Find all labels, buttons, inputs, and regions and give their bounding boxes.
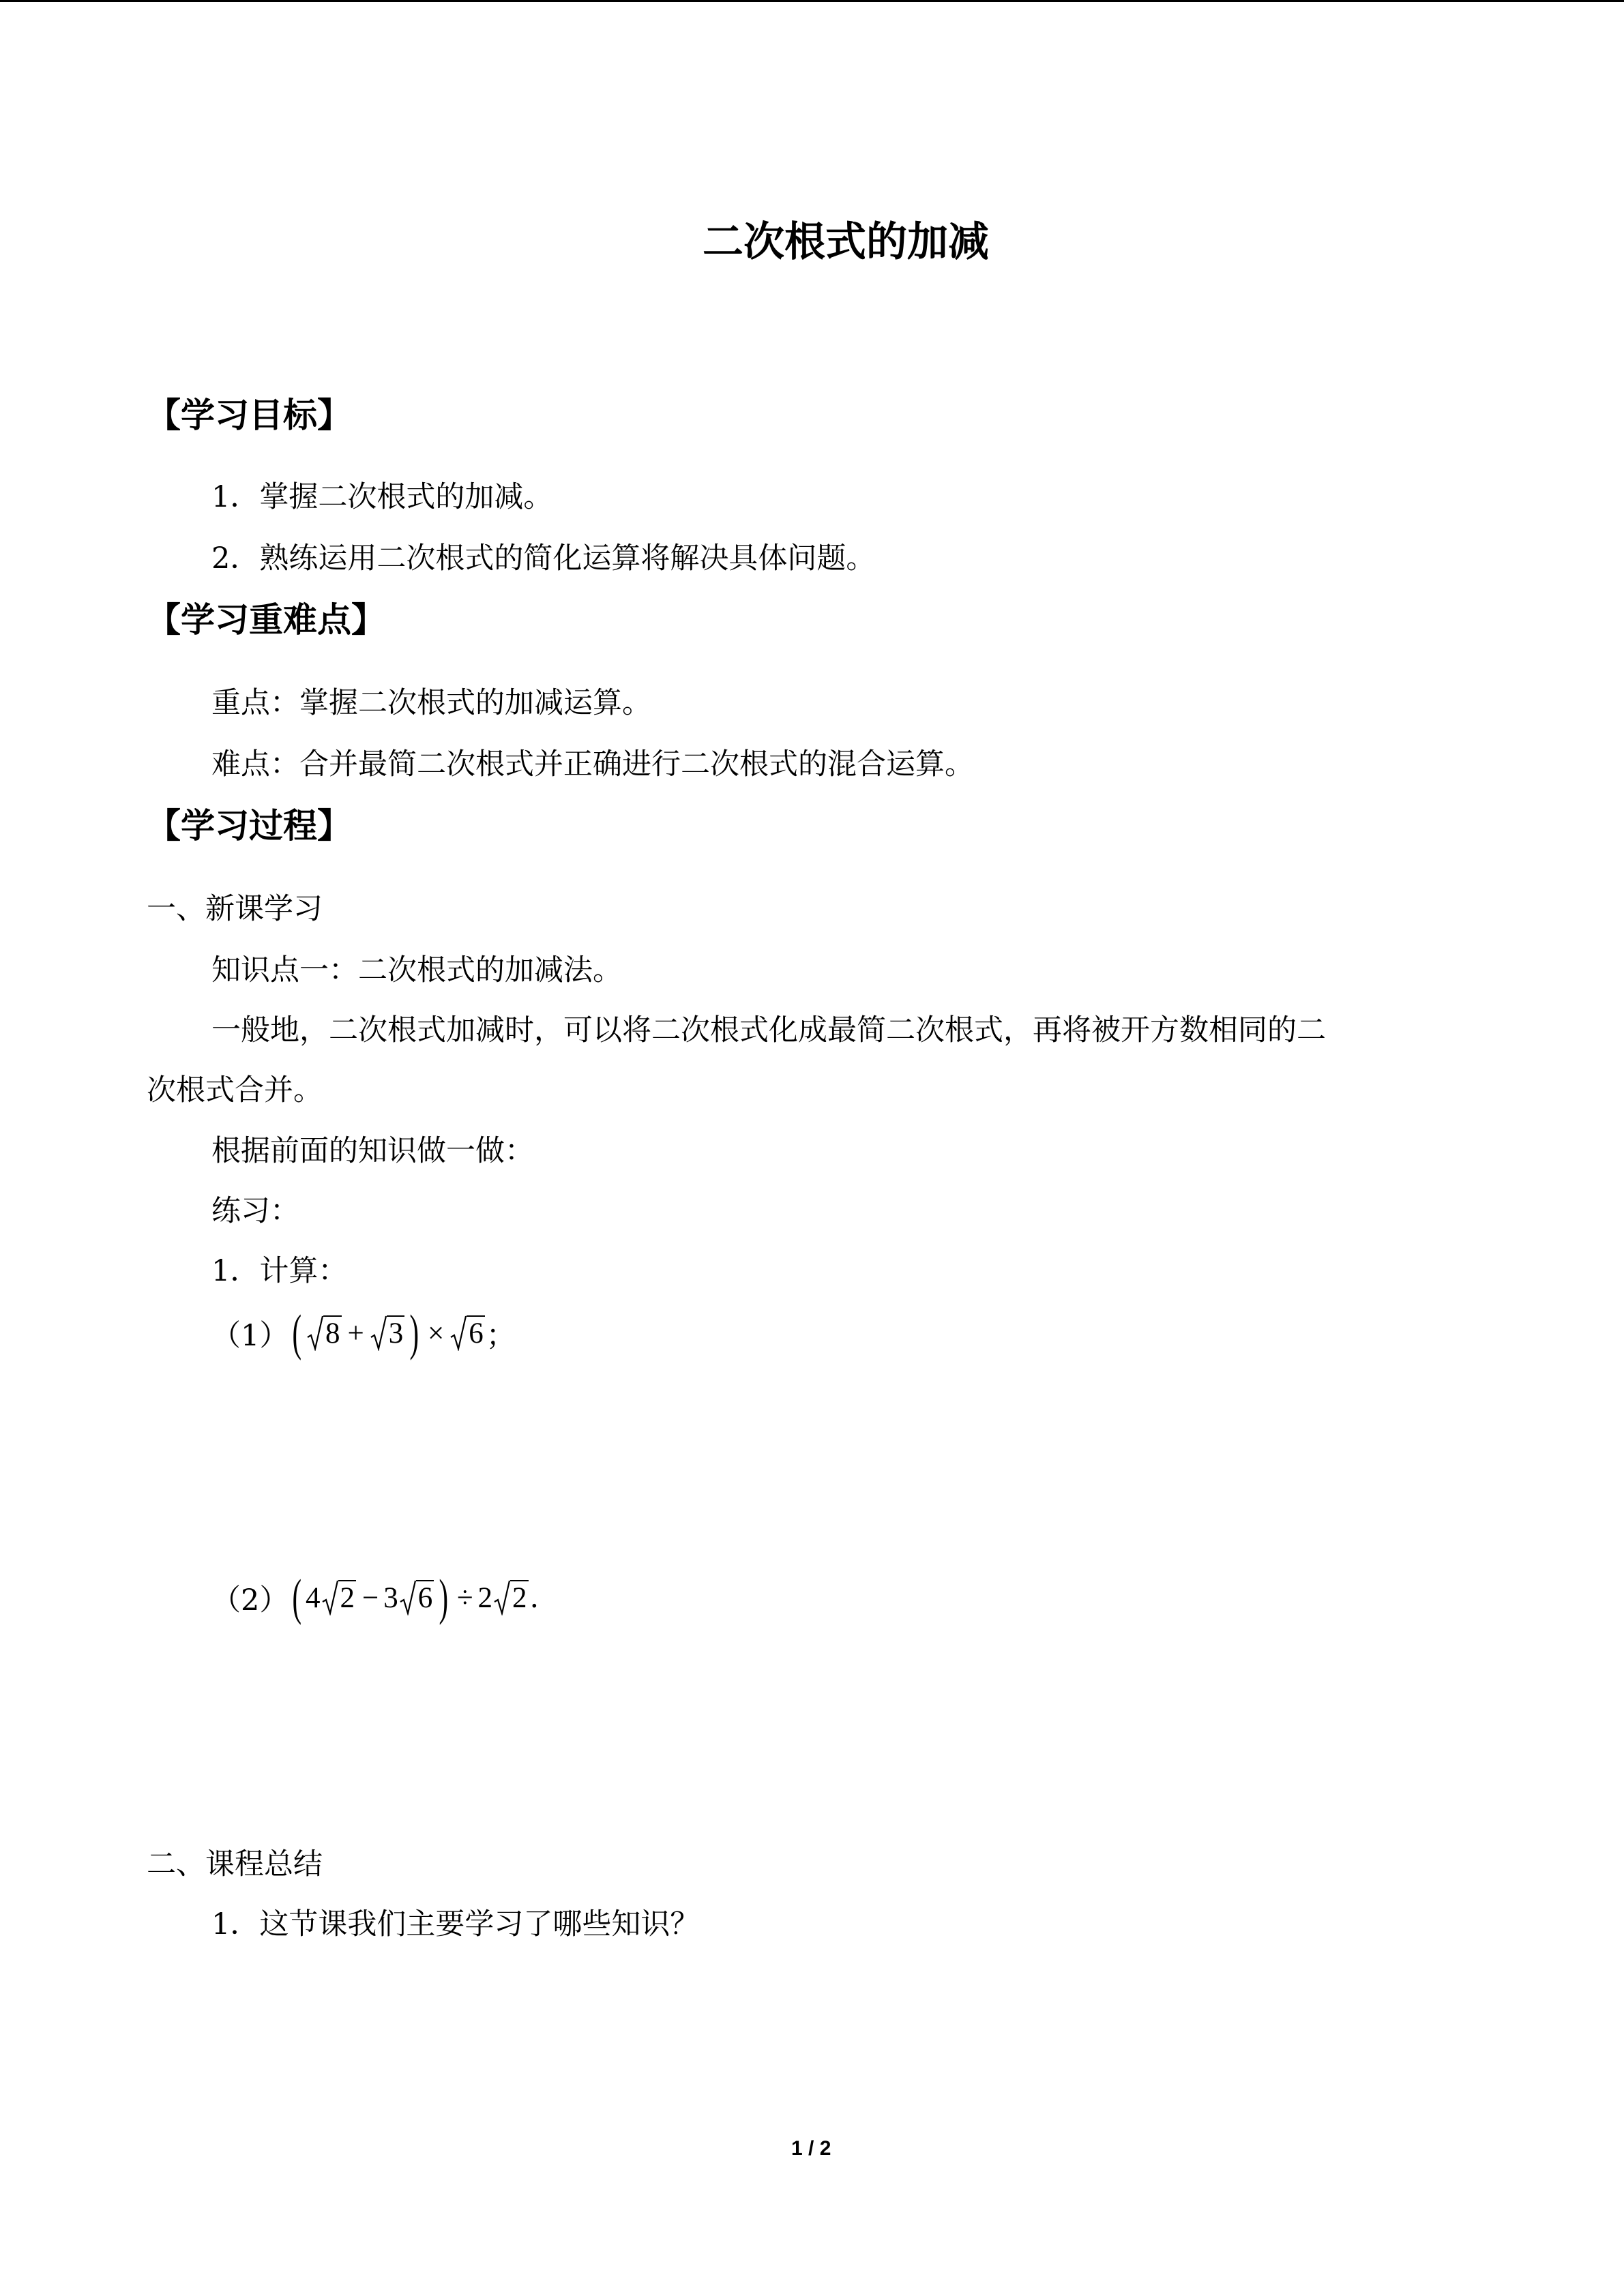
part2-heading: 二、课程总结 [147,1847,323,1881]
page-title: 二次根式的加减 [703,218,989,266]
sqrt-6 [450,1315,485,1351]
radical-sign-icon [322,1580,338,1615]
exercise-1-end: ； [486,1318,516,1353]
coefficient: 3 [383,1581,398,1614]
plus-operator: + [347,1317,364,1350]
left-paren: ( [292,1570,302,1626]
knowledge-point: 知识点一：二次根式的加减法。 [211,953,622,987]
radicand: 2 [338,1580,357,1615]
radical-sign-icon [307,1315,323,1351]
key-point-difficult: 难点：合并最简二次根式并正确进行二次根式的混合运算。 [211,747,974,781]
exercise-2 [211,1569,539,1626]
radical-sign-icon [370,1315,387,1351]
radicand: 6 [416,1580,434,1615]
radical-sign-icon [450,1315,467,1351]
summary-question: 1．这节课我们主要学习了哪些知识？ [211,1907,700,1941]
left-paren: ( [292,1305,302,1361]
goal-item-2: 2．熟练运用二次根式的简化运算将解决具体问题。 [211,541,876,576]
question-1: 1．计算： [211,1254,348,1288]
sqrt-6 [400,1580,434,1615]
radicand: 8 [323,1315,342,1351]
section-heading-goals: 【学习目标】 [147,396,351,435]
radicand: 2 [510,1580,529,1615]
goal-item-1: 1．掌握二次根式的加减。 [211,480,553,514]
divide-operator: ÷ [456,1581,473,1614]
sqrt-3 [370,1315,405,1351]
right-paren: ) [439,1570,449,1626]
coefficient: 4 [306,1581,321,1614]
practice-label: 练习： [211,1194,299,1228]
minus-operator: − [362,1581,379,1614]
section-heading-key-points: 【学习重难点】 [147,600,385,640]
key-point-important: 重点：掌握二次根式的加减运算。 [211,686,651,720]
paragraph-line-1: 一般地，二次根式加减时，可以将二次根式化成最简二次根式，再将被开方数相同的二 [211,1013,1326,1047]
exercise-1-label: （1） [211,1318,289,1353]
part1-heading: 一、新课学习 [147,892,323,926]
sqrt-2 [494,1580,529,1615]
radical-sign-icon [400,1580,416,1615]
exercise-2-label: （2） [211,1583,289,1617]
right-paren: ) [409,1305,419,1361]
try-it-text: 根据前面的知识做一做： [211,1134,534,1168]
exercise-2-end: . [529,1581,540,1615]
times-operator: × [427,1317,445,1350]
section-heading-process: 【学习过程】 [147,806,351,846]
radicand: 3 [387,1315,405,1351]
sqrt-8 [307,1315,342,1351]
radical-sign-icon [494,1580,510,1615]
radicand: 6 [467,1315,485,1351]
sqrt-2 [322,1580,357,1615]
coefficient: 2 [477,1581,493,1614]
exercise-1 [211,1304,516,1362]
page-number: 1 / 2 [791,2137,831,2160]
paragraph-line-2: 次根式合并。 [147,1073,323,1107]
